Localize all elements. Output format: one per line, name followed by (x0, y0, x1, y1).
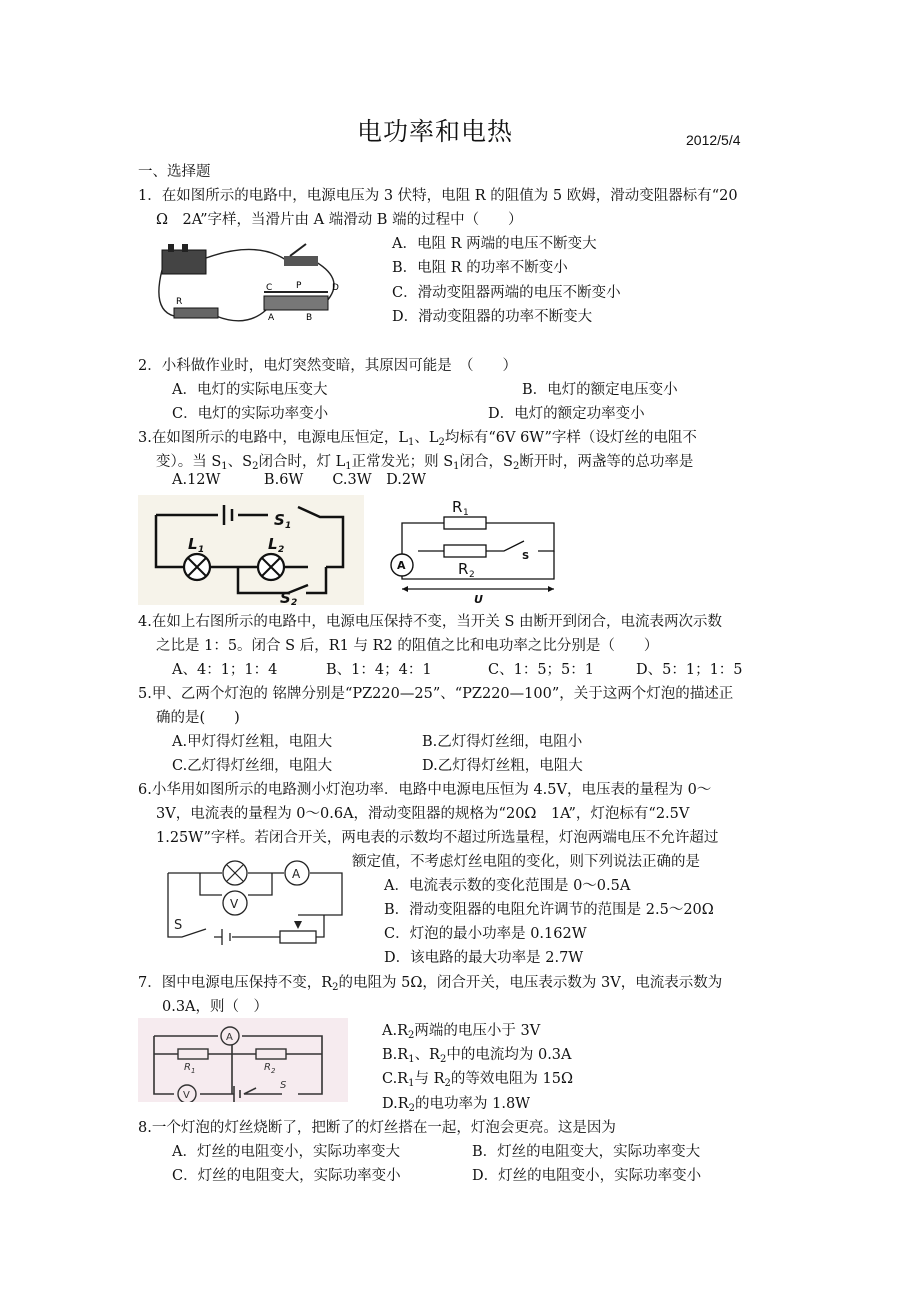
q5-option-d: D.乙灯得灯丝粗，电阻大 (422, 758, 583, 774)
q3-fig-label-s1-sub: 1 (285, 521, 292, 531)
q7-option-a: $A.R_2$两端的电压小于 3V (382, 1023, 541, 1041)
q7-fig-label-r1-sub: 1 (191, 1067, 196, 1075)
q3-right-label-ammeter: A (397, 559, 406, 572)
q6-fig-label-voltmeter: V (230, 897, 239, 911)
q7-fig-label-ammeter: A (226, 1032, 233, 1043)
q6-fig-label-switch: S (174, 918, 183, 933)
q7-circuit-figure (138, 1018, 348, 1102)
q6-stem-line1: 6.小华用如图所示的电路测小灯泡功率．电路中电源电压恒为 4.5V，电压表的量程为 0～ (138, 782, 712, 798)
q8-option-c: C．灯丝的电阻变大，实际功率变小 (172, 1168, 401, 1184)
q3-right-label-r2-sub: 2 (469, 570, 475, 580)
q3-stem-line1: 3.在如图所示的电路中，电源电压恒定，$L_1$、$L_2$均标有“6V 6W”字样（设灯丝的电阻不 (138, 430, 697, 448)
page-title: 电功率和电热 (357, 117, 514, 146)
q7-option-c: $C.R_1$与 $R_2$的等效电阻为 15Ω (382, 1071, 573, 1089)
q3-circuit-figure-left (138, 495, 364, 605)
q8-stem: 8.一个灯泡的灯丝烧断了，把断了的灯丝搭在一起，灯泡会更亮。这是因为 (138, 1120, 616, 1136)
q7-fig-label-voltmeter: V (183, 1090, 190, 1101)
q5-option-c: C.乙灯得灯丝细，电阻大 (172, 758, 333, 774)
q4-option-d: D、5：1；1：5 (636, 662, 743, 678)
q3-right-label-r2: R (458, 560, 469, 578)
q6-option-b: B．滑动变阻器的电阻允许调节的范围是 2.5～20Ω (384, 902, 714, 918)
q6-stem-line3: 1.25W”字样。若闭合开关，两电表的示数均不超过所选量程，灯泡两端电压不允许超过 (156, 830, 719, 846)
q3-fig-label-s1: S (274, 511, 285, 529)
q6-stem-line4: 额定值，不考虑灯丝电阻的变化，则下列说法正确的是 (352, 854, 700, 870)
q3-fig-label-l1-sub: 1 (198, 545, 205, 555)
q3-options: A.12W B.6W C.3W D.2W (172, 472, 426, 488)
q6-option-a: A．电流表示数的变化范围是 0～0.5A (384, 878, 631, 894)
date: 2012/5/4 (686, 132, 741, 148)
q3-fig-label-l2-sub: 2 (278, 545, 285, 555)
q1-fig-label-p: P (296, 281, 302, 291)
q2-option-b: B．电灯的额定电压变小 (522, 382, 678, 398)
q7-fig-label-s: S (280, 1080, 287, 1091)
q1-fig-label-r: R (176, 297, 183, 307)
q6-option-d: D．该电路的最大功率是 2.7W (384, 950, 584, 966)
q7-stem-line1: 7．图中电源电压保持不变，$R_2$的电阻为 5Ω，闭合开关，电压表示数为 3V，电流表示数为 (138, 975, 723, 993)
q2-option-c: C．电灯的实际功率变小 (172, 406, 329, 422)
q7-fig-label-r2: R (264, 1062, 271, 1073)
q1-fig-label-c: C (266, 283, 273, 293)
q6-fig-label-ammeter: A (292, 867, 301, 881)
q3-right-label-u: U (474, 593, 483, 605)
q4-option-c: C、1：5；5：1 (488, 662, 594, 678)
q3-right-label-r1: R (452, 498, 463, 516)
q3-fig-label-s2-sub: 2 (291, 598, 298, 605)
q7-stem-line2: 0.3A，则（ ） (162, 999, 269, 1015)
q7-fig-label-r2-sub: 2 (271, 1067, 276, 1075)
q4-stem-line1: 4.在如上右图所示的电路中，电源电压保持不变，当开关 S 由断开到闭合，电流表两次示数 (138, 614, 722, 630)
q1-stem-line2: Ω 2A”字样，当滑片由 A 端滑动 B 端的过程中（ ） (156, 212, 523, 228)
q5-option-b: B.乙灯得灯丝细，电阻小 (422, 734, 583, 750)
q1-fig-label-a: A (268, 313, 275, 323)
q3-fig-label-l2: L (268, 535, 278, 553)
q1-fig-label-b: B (306, 313, 313, 323)
q6-stem-line2: 3V，电流表的量程为 0～0.6A，滑动变阻器的规格为“20Ω 1A”，灯泡标有“2.5V (156, 806, 690, 822)
q3-stem-line2: 变）。当 $S_1$、$S_2$闭合时，灯 $L_1$正常发光；则 $S_1$闭合，$S_2$断开时，两盏等的总功率是 (156, 454, 694, 472)
q5-option-a: A.甲灯得灯丝粗，电阻大 (172, 734, 333, 750)
q1-option-c: C．滑动变阻器两端的电压不断变小 (392, 285, 621, 301)
q3-fig-label-s2: S (280, 589, 291, 605)
q2-option-a: A．电灯的实际电压变大 (172, 382, 328, 398)
q5-stem-line1: 5.甲、乙两个灯泡的 铭牌分别是“PZ220—25”、“PZ220—100”，关于这两个灯泡的描述正 (138, 686, 734, 702)
q3-right-label-r1-sub: 1 (463, 508, 469, 518)
q8-option-a: A．灯丝的电阻变小，实际功率变大 (172, 1144, 400, 1160)
q6-circuit-figure (160, 855, 350, 947)
q8-option-b: B．灯丝的电阻变大，实际功率变大 (472, 1144, 701, 1160)
q7-fig-label-r1: R (184, 1062, 191, 1073)
q3-circuit-figure-right (378, 495, 568, 605)
q1-stem-line1: 1．在如图所示的电路中，电源电压为 3 伏特，电阻 R 的阻值为 5 欧姆，滑动变阻器标有“20 (138, 188, 738, 204)
q4-option-a: A、4：1；1：4 (172, 662, 278, 678)
q7-option-d: $D.R_2$的电功率为 1.8W (382, 1096, 531, 1114)
q5-stem-line2: 确的是( ) (156, 710, 240, 726)
q3-fig-label-l1: L (188, 535, 198, 553)
q3-right-label-switch: S (522, 551, 530, 562)
q2-stem: 2．小科做作业时，电灯突然变暗，其原因可能是 （ ） (138, 358, 517, 374)
q1-option-d: D．滑动变阻器的功率不断变大 (392, 309, 593, 325)
q4-stem-line2: 之比是 1：5。闭合 S 后，R1 与 R2 的阻值之比和电功率之比分别是（ ） (156, 638, 659, 654)
q1-circuit-figure (156, 240, 346, 330)
q8-option-d: D．灯丝的电阻变小，实际功率变小 (472, 1168, 702, 1184)
q1-option-a: A．电阻 R 两端的电压不断变大 (392, 236, 597, 252)
q1-fig-label-d: D (332, 283, 339, 293)
q4-option-b: B、1：4；4：1 (326, 662, 432, 678)
q6-option-c: C．灯泡的最小功率是 0.162W (384, 926, 587, 942)
section-heading: 一、选择题 (138, 164, 211, 180)
q1-option-b: B．电阻 R 的功率不断变小 (392, 260, 568, 276)
q7-option-b: $B.R_1$、$R_2$中的电流均为 0.3A (382, 1047, 572, 1065)
q2-option-d: D．电灯的额定功率变小 (488, 406, 645, 422)
